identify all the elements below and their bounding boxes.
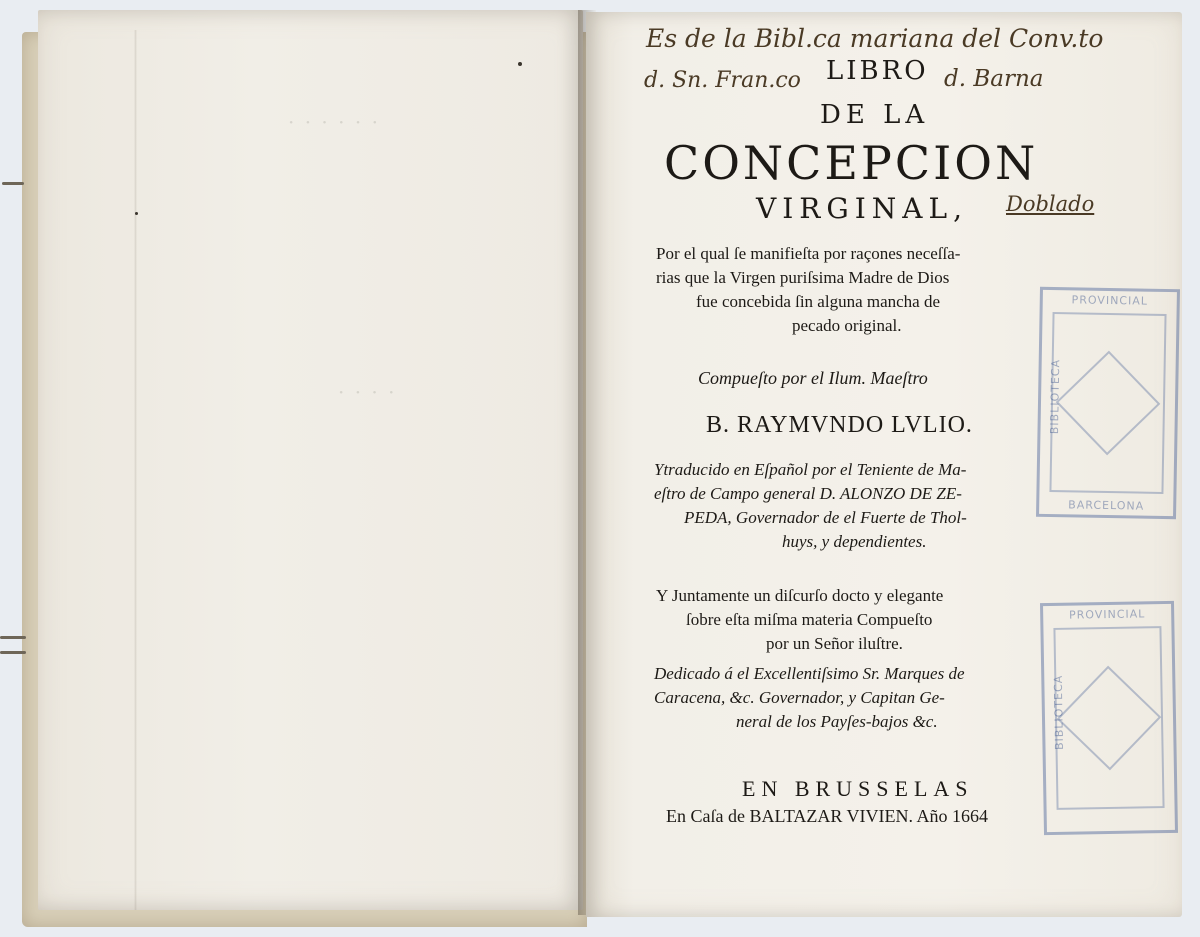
compuesto-line: Compueſto por el Ilum. Maeſtro — [698, 368, 928, 388]
binding-tie — [0, 651, 26, 654]
dedication-line: Caracena, &c. Governador, y Capitan Ge- — [654, 688, 945, 707]
author-name: B. RAYMVNDO LVLIO. — [706, 412, 973, 438]
discurso-line: Y Juntamente un diſcurſo docto y elegante — [656, 586, 944, 605]
dedication-line: neral de los Payſes-bajos &c. — [736, 712, 938, 731]
discurso-line: por un Señor iluſtre. — [766, 634, 903, 653]
handwritten-ownership-line2-left: d. Sn. Fran.co — [644, 68, 801, 93]
discurso-line: ſobre eſta miſma materia Compueſto — [686, 610, 933, 629]
title-libro: LIBRO — [826, 56, 929, 86]
title-de-la: DE LA — [820, 100, 930, 130]
show-through-ghost-text: · · · · — [338, 380, 397, 404]
stamp-top-text: PROVINCIAL — [1068, 607, 1146, 622]
fold-crease — [134, 30, 137, 910]
left-flyleaf-page — [38, 10, 583, 910]
handwritten-ownership-line2-right: d. Barna — [944, 66, 1044, 92]
binding-tie — [0, 636, 26, 639]
subtitle-line: rias que la Virgen puriſsima Madre de Dios — [656, 268, 950, 287]
title-concepcion: CONCEPCION — [664, 136, 1039, 190]
binding-tie — [2, 182, 24, 185]
library-stamp-top — [1036, 287, 1180, 519]
translator-line: huys, y dependientes. — [782, 532, 927, 551]
translator-line: PEDA, Governador de el Fuerte de Thol- — [684, 508, 967, 527]
handwritten-ownership-line1: Es de la Bibl.ca mariana del Conv.to — [646, 24, 1104, 53]
stamp-side-text: BIBLIOTECA — [1051, 674, 1067, 751]
stamp-side-text: BIBLIOTECA — [1047, 358, 1063, 435]
ink-speck — [135, 212, 138, 215]
subtitle-line: Por el qual ſe manifieſta por raçones neceſſa- — [656, 244, 961, 263]
translator-line: eſtro de Campo general D. ALONZO DE ZE- — [654, 484, 962, 503]
title-virginal: VIRGINAL, — [756, 192, 969, 225]
imprint-printer: En Caſa de BALTAZAR VIVIEN. Año 1664 — [666, 806, 989, 826]
subtitle-line: pecado original. — [792, 316, 902, 335]
library-stamp-bottom — [1040, 601, 1178, 835]
subtitle-line: fue concebida ſin alguna mancha de — [696, 292, 941, 311]
show-through-ghost-text: · · · · · · — [288, 110, 380, 134]
ink-speck — [518, 62, 522, 66]
title-page — [586, 12, 1182, 917]
translator-line: Ytraducido en Eſpañol por el Teniente de Ma- — [654, 460, 967, 479]
stamp-top-text: PROVINCIAL — [1071, 293, 1149, 308]
handwritten-margin-note: Doblado — [1006, 192, 1095, 216]
imprint-place: EN BRUSSELAS — [742, 776, 974, 801]
dedication-line: Dedicado á el Excellentiſsimo Sr. Marques de — [654, 664, 965, 683]
stamp-bottom-text: BARCELONA — [1068, 498, 1145, 513]
